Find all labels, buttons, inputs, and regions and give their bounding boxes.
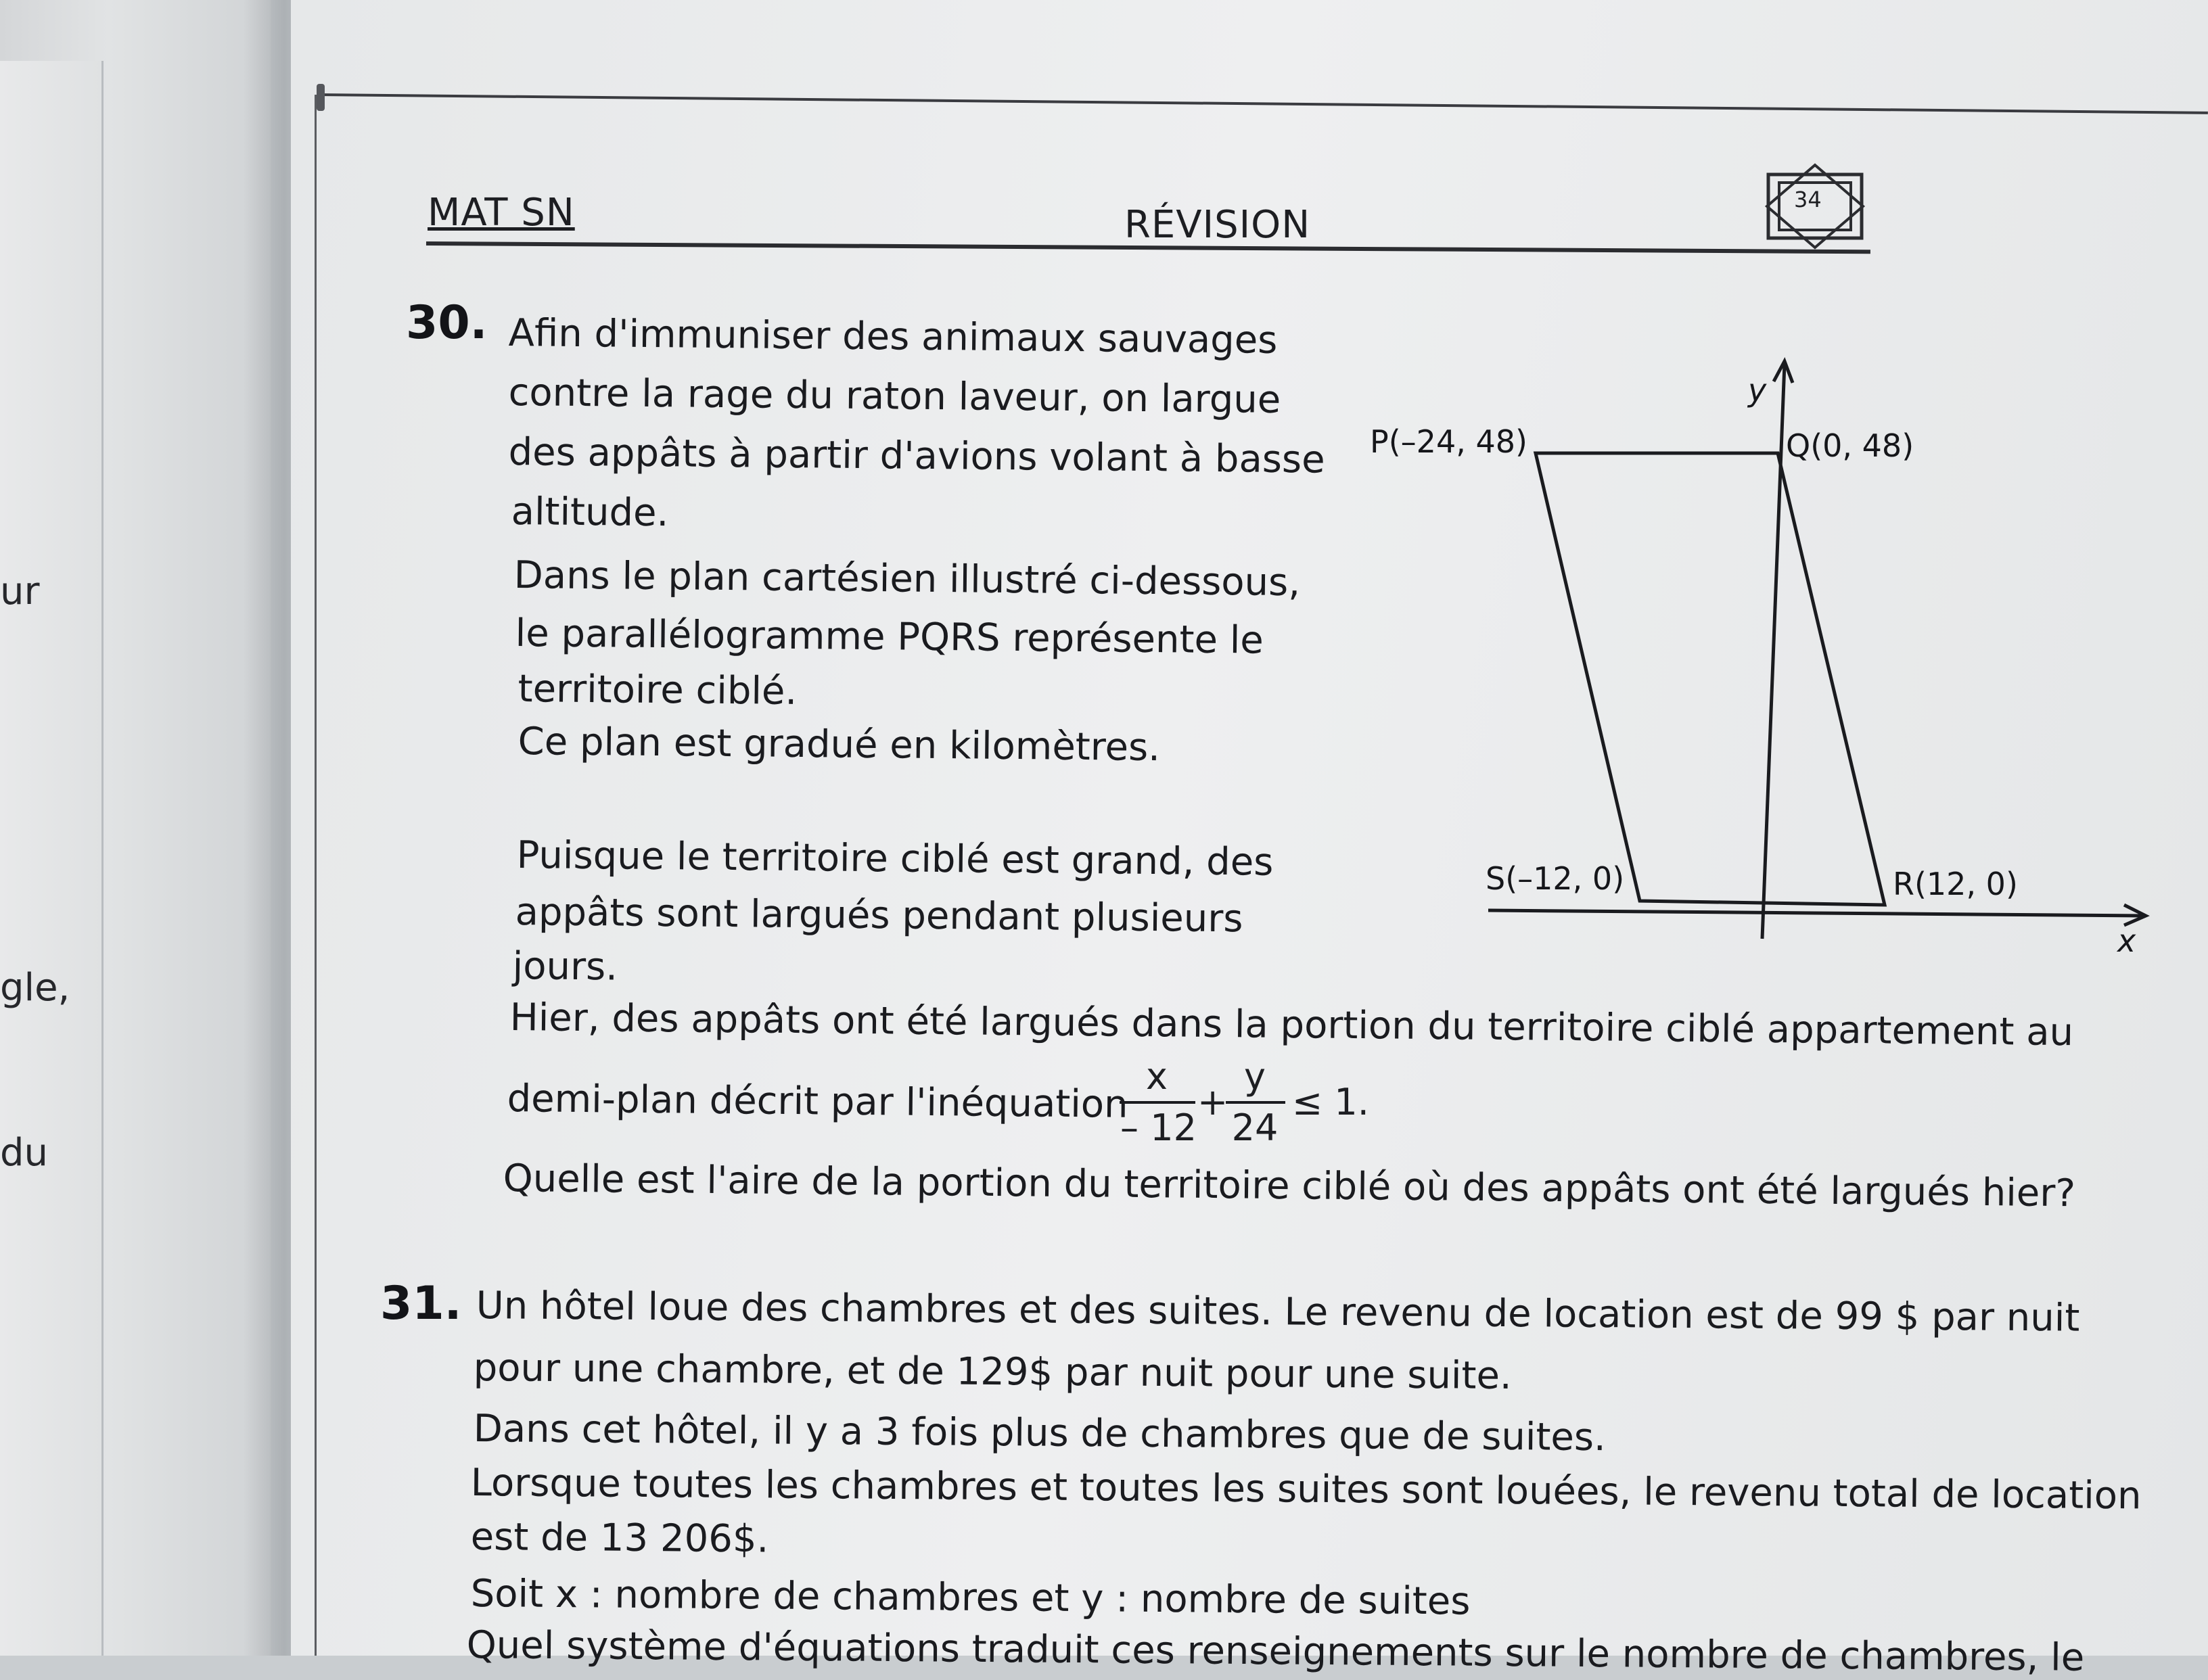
- fraction-numerator: x: [1146, 1055, 1168, 1098]
- y-axis-label: y: [1748, 372, 1767, 409]
- q30-line: Hier, des appâts ont été largués dans la portion du territoire ciblé appartement au: [509, 996, 2074, 1055]
- q30-line: Puisque le territoire ciblé est grand, des: [516, 833, 1274, 885]
- point-label-q: Q(0, 48): [1786, 427, 1914, 464]
- fraction-denominator: 24: [1231, 1106, 1279, 1149]
- fraction-denominator: – 12: [1120, 1106, 1197, 1149]
- previous-page-sheet: [0, 61, 104, 1656]
- q30-line: Quelle est l'aire de la portion du territoire ciblé où des appâts ont été largués hier?: [503, 1157, 2076, 1216]
- q30-line: des appâts à partir d'avions volant à basse: [508, 430, 1325, 482]
- q31-line: Dans cet hôtel, il y a 3 fois plus de chambres que de suites.: [473, 1407, 1607, 1460]
- q30-line: territoire ciblé.: [518, 667, 798, 714]
- x-axis-label: x: [2117, 923, 2136, 959]
- question-number: 30.: [406, 296, 488, 350]
- x-axis-line: [1488, 910, 2144, 916]
- q30-line: le parallélogramme PQRS représente le: [515, 611, 1264, 663]
- page-title: RÉVISION: [1124, 203, 1311, 247]
- q30-line: Afin d'immuniser des animaux sauvages: [508, 311, 1278, 363]
- q31-line: est de 13 206$.: [470, 1515, 769, 1562]
- q30-line: contre la rage du raton laveur, on largue: [508, 371, 1281, 422]
- q30-line: altitude.: [511, 490, 669, 536]
- binder-pin: [317, 84, 325, 111]
- cartesian-graph: [1370, 352, 2165, 960]
- fraction-numerator: y: [1244, 1055, 1266, 1098]
- q30-line: Ce plan est gradué en kilomètres.: [518, 720, 1161, 770]
- left-text-fragment: gle,: [0, 966, 70, 1010]
- left-text-fragment: ur: [0, 569, 40, 613]
- page-frame-left: [315, 95, 317, 1656]
- q31-line: Un hôtel loue des chambres et des suites. Le revenu de location est de 99 $ par nuit: [476, 1284, 2080, 1340]
- q31-line: Quel système d'équations traduit ces renseignements sur le nombre de chambres, le: [466, 1623, 2085, 1680]
- course-label: MAT SN: [428, 191, 575, 235]
- q30-line: jours.: [512, 944, 618, 989]
- question-number: 31.: [380, 1277, 462, 1330]
- inequality-relation: ≤ 1.: [1292, 1081, 1369, 1123]
- q30-line: appâts sont largués pendant plusieurs: [515, 890, 1243, 941]
- fraction-bar: [1226, 1101, 1285, 1104]
- plus-sign: +: [1197, 1081, 1228, 1123]
- point-label-r: R(12, 0): [1893, 866, 2018, 902]
- point-label-p: P(–24, 48): [1370, 423, 1527, 460]
- q31-line: Soit x : nombre de chambres et y : nombre de suites: [470, 1572, 1471, 1624]
- q30-line: Dans le plan cartésien illustré ci-dessous,: [513, 553, 1301, 605]
- point-label-s: S(–12, 0): [1486, 860, 1625, 897]
- q30-line: demi-plan décrit par l'inéquation: [507, 1077, 1128, 1127]
- left-text-fragment: du: [0, 1131, 49, 1175]
- y-axis-line: [1762, 364, 1785, 939]
- q31-line: Lorsque toutes les chambres et toutes les suites sont louées, le revenu total de location: [470, 1461, 2142, 1518]
- previous-page: [0, 0, 271, 1656]
- parallelogram-pqrs: [1536, 453, 1885, 905]
- fraction-bar: [1120, 1101, 1195, 1104]
- q31-line: pour une chambre, et de 129$ par nuit pour une suite.: [473, 1346, 1512, 1399]
- page-number: 34: [1794, 187, 1822, 212]
